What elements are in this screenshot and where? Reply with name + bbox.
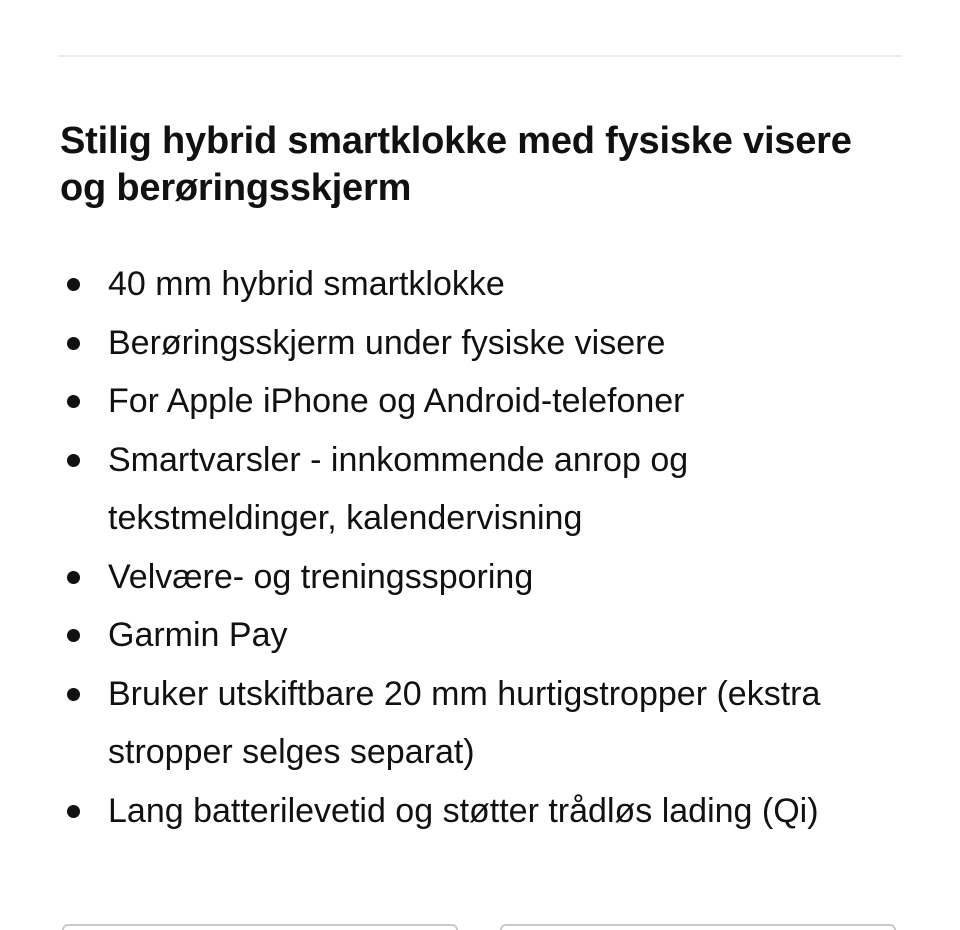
bullet-icon <box>67 337 80 350</box>
feature-text: For Apple iPhone og Android-telefoner <box>108 382 685 420</box>
bottom-tab-left[interactable] <box>62 924 458 930</box>
feature-text: Smartvarsler - innkommende anrop og tekstmeldinger, kalendervisning <box>108 440 689 537</box>
bullet-icon <box>67 278 80 291</box>
feature-text: Garmin Pay <box>108 616 288 654</box>
top-divider <box>58 55 902 57</box>
bullet-icon <box>67 688 80 701</box>
feature-item <box>60 782 900 841</box>
feature-text: Berøringsskjerm under fysiske visere <box>108 323 666 362</box>
feature-item <box>60 255 900 314</box>
feature-item <box>60 548 900 607</box>
bullet-icon <box>67 571 80 584</box>
feature-item <box>60 606 900 665</box>
bullet-icon <box>67 395 80 408</box>
feature-text: Velvære- og treningssporing <box>108 557 534 596</box>
feature-item <box>60 431 900 548</box>
feature-text: 40 mm hybrid smartklokke <box>108 265 505 303</box>
feature-item <box>60 372 900 431</box>
feature-text: Bruker utskiftbare 20 mm hurtigstropper (ekstra stropper selges separat) <box>108 674 821 771</box>
feature-text: Lang batterilevetid og støtter trådløs lading (Qi) <box>108 791 819 830</box>
bullet-icon <box>67 629 80 642</box>
feature-item <box>60 665 900 782</box>
bullet-icon <box>67 454 80 467</box>
feature-list <box>60 255 900 840</box>
bottom-tab-right[interactable] <box>500 924 896 930</box>
feature-item <box>60 314 900 373</box>
product-title: Stilig hybrid smartklokke med fysiske visere og berøringsskjerm <box>60 120 852 209</box>
bullet-icon <box>67 805 80 818</box>
bottom-tab-row <box>0 922 960 928</box>
